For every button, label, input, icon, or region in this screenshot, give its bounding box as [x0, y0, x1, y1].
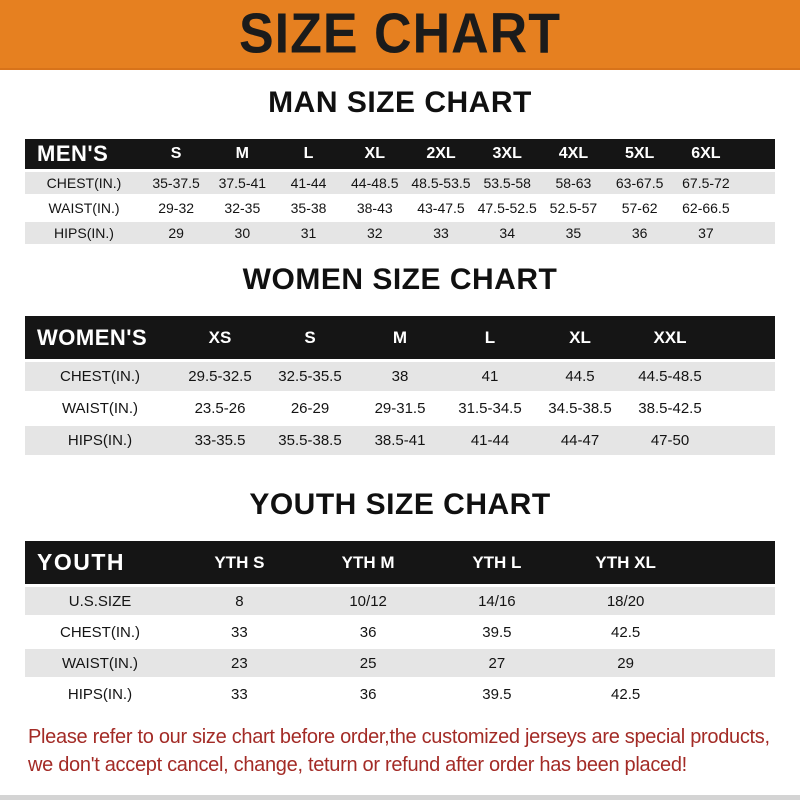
size-value-cell: 37	[673, 222, 739, 244]
size-value-cell: 67.5-72	[673, 172, 739, 194]
size-value-cell: 23	[175, 649, 304, 677]
bottom-edge-strip	[0, 795, 800, 800]
size-value-cell: 32	[342, 222, 408, 244]
table-row	[25, 618, 775, 646]
size-value-cell: 33	[408, 222, 474, 244]
youth-section-heading: YOUTH SIZE CHART	[249, 488, 551, 521]
size-value-cell: 47-50	[625, 426, 715, 455]
size-value-cell: 36	[607, 222, 673, 244]
size-value-cell: 37.5-41	[209, 172, 275, 194]
size-value-cell: 26-29	[265, 394, 355, 423]
measurement-row-label: HIPS(IN.)	[25, 222, 143, 244]
row-spacer	[739, 172, 775, 194]
footer-line-1: Please refer to our size chart before order,the customized jerseys are special products,	[28, 726, 770, 748]
size-chart-banner	[0, 0, 800, 70]
size-column-header: YTH S	[175, 541, 304, 584]
table-row	[25, 649, 775, 677]
size-column-header: YTH L	[433, 541, 562, 584]
size-column-header: 3XL	[474, 139, 540, 169]
size-column-header: L	[275, 139, 341, 169]
measurement-row-label: HIPS(IN.)	[25, 680, 175, 708]
size-value-cell: 39.5	[433, 680, 562, 708]
size-value-cell: 35-38	[275, 197, 341, 219]
women-size-table	[25, 313, 775, 458]
row-spacer	[715, 362, 775, 391]
size-value-cell: 35-37.5	[143, 172, 209, 194]
size-value-cell: 36	[304, 680, 433, 708]
men-size-table	[25, 136, 775, 247]
size-value-cell: 38.5-41	[355, 426, 445, 455]
size-column-header: 5XL	[607, 139, 673, 169]
youth-size-table	[25, 538, 775, 711]
size-column-header: M	[209, 139, 275, 169]
size-column-header: S	[265, 316, 355, 359]
size-value-cell: 14/16	[433, 587, 562, 615]
size-value-cell: 23.5-26	[175, 394, 265, 423]
measurement-row-label: CHEST(IN.)	[25, 362, 175, 391]
size-column-header: 2XL	[408, 139, 474, 169]
table-row	[25, 197, 775, 219]
size-value-cell: 58-63	[540, 172, 606, 194]
size-value-cell: 27	[433, 649, 562, 677]
size-column-header: XS	[175, 316, 265, 359]
size-column-header: XL	[342, 139, 408, 169]
row-spacer	[690, 680, 775, 708]
size-column-header: XXL	[625, 316, 715, 359]
size-column-header: M	[355, 316, 445, 359]
size-value-cell: 63-67.5	[607, 172, 673, 194]
size-value-cell: 38	[355, 362, 445, 391]
size-column-header: S	[143, 139, 209, 169]
size-value-cell: 29.5-32.5	[175, 362, 265, 391]
size-value-cell: 41-44	[275, 172, 341, 194]
size-column-header: YTH XL	[561, 541, 690, 584]
table-row	[25, 680, 775, 708]
size-value-cell: 18/20	[561, 587, 690, 615]
size-value-cell: 8	[175, 587, 304, 615]
table-row	[25, 362, 775, 391]
row-spacer	[739, 197, 775, 219]
row-spacer	[690, 587, 775, 615]
row-spacer	[690, 618, 775, 646]
banner-title: SIZE CHART	[239, 2, 561, 66]
footer-line-2: we don't accept cancel, change, teturn or refund after order has been placed!	[28, 754, 687, 777]
size-value-cell: 29	[561, 649, 690, 677]
size-column-header: 6XL	[673, 139, 739, 169]
size-value-cell: 25	[304, 649, 433, 677]
table-corner-label: WOMEN'S	[25, 316, 175, 359]
size-value-cell: 38-43	[342, 197, 408, 219]
size-value-cell: 39.5	[433, 618, 562, 646]
size-value-cell: 29-31.5	[355, 394, 445, 423]
row-spacer	[715, 426, 775, 455]
size-column-header: XL	[535, 316, 625, 359]
table-row	[25, 394, 775, 423]
size-column-header: YTH M	[304, 541, 433, 584]
size-value-cell: 57-62	[607, 197, 673, 219]
size-value-cell: 47.5-52.5	[474, 197, 540, 219]
size-value-cell: 36	[304, 618, 433, 646]
men-section-heading: MAN SIZE CHART	[268, 86, 532, 119]
header-row	[25, 316, 775, 359]
footer-note	[28, 723, 800, 780]
measurement-row-label: HIPS(IN.)	[25, 426, 175, 455]
size-value-cell: 43-47.5	[408, 197, 474, 219]
measurement-row-label: CHEST(IN.)	[25, 618, 175, 646]
row-spacer	[715, 394, 775, 423]
size-value-cell: 44-47	[535, 426, 625, 455]
header-spacer	[715, 316, 775, 359]
size-value-cell: 42.5	[561, 618, 690, 646]
size-value-cell: 34.5-38.5	[535, 394, 625, 423]
measurement-row-label: U.S.SIZE	[25, 587, 175, 615]
size-value-cell: 31	[275, 222, 341, 244]
size-value-cell: 52.5-57	[540, 197, 606, 219]
size-value-cell: 30	[209, 222, 275, 244]
measurement-row-label: WAIST(IN.)	[25, 197, 143, 219]
size-column-header: L	[445, 316, 535, 359]
size-value-cell: 62-66.5	[673, 197, 739, 219]
size-value-cell: 53.5-58	[474, 172, 540, 194]
size-value-cell: 44.5	[535, 362, 625, 391]
table-corner-label: MEN'S	[25, 139, 143, 169]
size-value-cell: 44.5-48.5	[625, 362, 715, 391]
size-value-cell: 32-35	[209, 197, 275, 219]
measurement-row-label: WAIST(IN.)	[25, 649, 175, 677]
table-row	[25, 426, 775, 455]
size-value-cell: 29	[143, 222, 209, 244]
size-value-cell: 33-35.5	[175, 426, 265, 455]
size-value-cell: 38.5-42.5	[625, 394, 715, 423]
header-spacer	[739, 139, 775, 169]
women-section-heading: WOMEN SIZE CHART	[242, 263, 558, 296]
table-row	[25, 222, 775, 244]
size-value-cell: 29-32	[143, 197, 209, 219]
size-value-cell: 33	[175, 680, 304, 708]
measurement-row-label: CHEST(IN.)	[25, 172, 143, 194]
table-corner-label: YOUTH	[25, 541, 175, 584]
size-value-cell: 41	[445, 362, 535, 391]
size-column-header: 4XL	[540, 139, 606, 169]
table-row	[25, 587, 775, 615]
size-value-cell: 42.5	[561, 680, 690, 708]
table-row	[25, 172, 775, 194]
size-value-cell: 35.5-38.5	[265, 426, 355, 455]
size-value-cell: 33	[175, 618, 304, 646]
size-value-cell: 48.5-53.5	[408, 172, 474, 194]
header-spacer	[690, 541, 775, 584]
measurement-row-label: WAIST(IN.)	[25, 394, 175, 423]
size-value-cell: 34	[474, 222, 540, 244]
size-value-cell: 32.5-35.5	[265, 362, 355, 391]
row-spacer	[739, 222, 775, 244]
size-value-cell: 10/12	[304, 587, 433, 615]
size-value-cell: 44-48.5	[342, 172, 408, 194]
size-value-cell: 35	[540, 222, 606, 244]
header-row	[25, 139, 775, 169]
size-value-cell: 31.5-34.5	[445, 394, 535, 423]
row-spacer	[690, 649, 775, 677]
size-value-cell: 41-44	[445, 426, 535, 455]
header-row	[25, 541, 775, 584]
